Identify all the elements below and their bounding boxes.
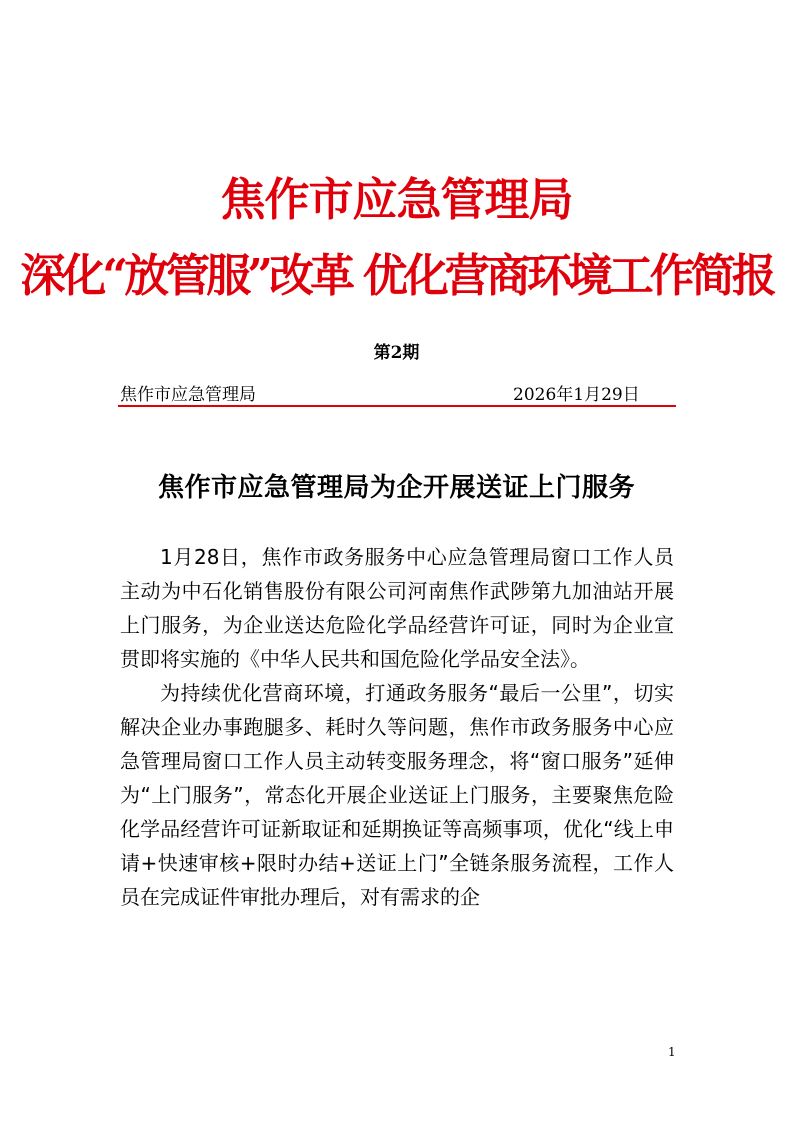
article-paragraph: 1月28日，焦作市政务服务中心应急管理局窗口工作人员主动为中石化销售股份有限公司河南焦作武陟第九加油站开展上门服务，为企业送达危险化学品经营许可证，同时为企业宣贯即将实施的《中华人民共和国危险化学品安全法》。 [120,545,674,671]
masthead-title: 深化“放管服”改革 优化营商环境工作简报 [20,249,773,302]
header-rule [118,405,676,407]
article-title: 焦作市应急管理局为企开展送证上门服务 [157,473,635,503]
issue-number: 第2期 [373,343,420,363]
article-body [120,540,674,914]
publication-date: 2026年1月29日 [513,385,640,405]
publisher: 焦作市应急管理局 [120,385,256,405]
masthead-org: 焦作市应急管理局 [220,173,573,226]
page-number: 1 [668,1045,676,1059]
article-paragraph: 为持续优化营商环境，打通政务服务“最后一公里”，切实解决企业办事跑腿多、耗时久等问题，焦作市政务服务中心应急管理局窗口工作人员主动转变服务理念，将“窗口服务”延伸为“上门服务”，常态化开展企业送证上门服务，主要聚焦危险化学品经营许可证新取证和延期换证等高频事项，优化“线上申请+快速审核+限时办结+送证上门”全链条服务流程，工作人员在完成证件审批办理后，对有需求的企 [120,681,674,909]
